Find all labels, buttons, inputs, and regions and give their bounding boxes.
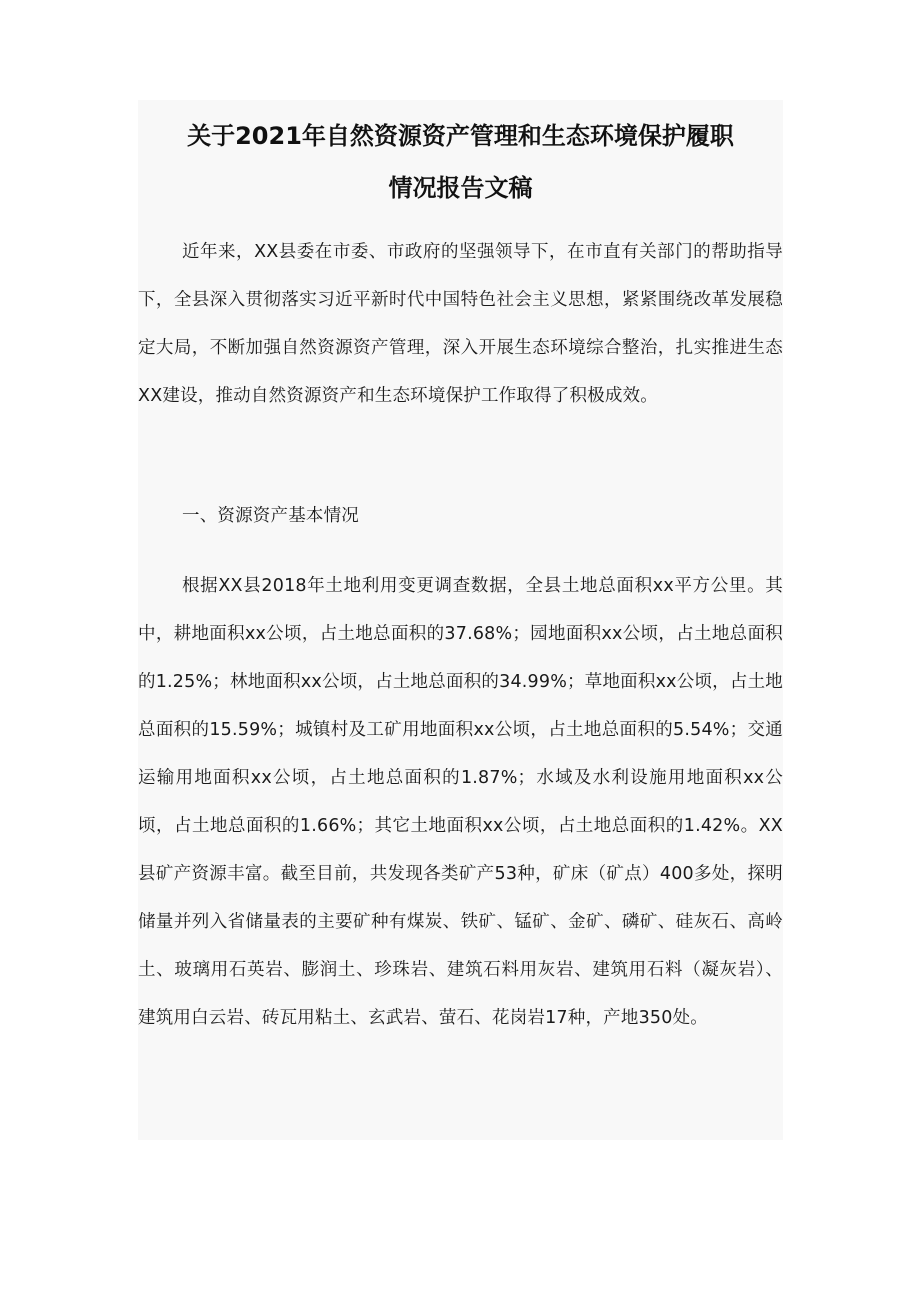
intro-paragraph: 近年来，XX县委在市委、市政府的坚强领导下，在市直有关部门的帮助指导下，全县深入贯彻落实习近平新时代中国特色社会主义思想，紧紧围绕改革发展稳定大局，不断加强自然资源资产管理，深入开展生态环境综合整治，扎实推进生态XX建设，推动自然资源资产和生态环境保护工作取得了积极成效。 xyxy=(138,242,783,406)
document-page xyxy=(138,100,783,1140)
title-line-1: 关于2021年自然资源资产管理和生态环境保护履职 xyxy=(187,122,734,150)
title-line-2: 情况报告文稿 xyxy=(388,174,533,202)
document-title xyxy=(138,110,783,214)
section-heading: 一、资源资产基本情况 xyxy=(182,506,359,526)
section-body-paragraph: 根据XX县2018年土地利用变更调查数据，全县土地总面积xx平方公里。其中，耕地面积xx公顷，占土地总面积的37.68%；园地面积xx公顷，占土地总面积的1.25%；林地面积xx公顷，占土地总面积的34.99%；草地面积xx公顷，占土地总面积的15.59%；城镇村及工矿用地面积xx公顷，占土地总面积的5.54%；交通运输用地面积xx公顷，占土地总面积的1.87%；水域及水利设施用地面积xx公顷，占土地总面积的1.66%；其它土地面积xx公顷，占土地总面积的1.42%。XX县矿产资源丰富。截至目前，共发现各类矿产53种，矿床（矿点）400多处，探明储量并列入省储量表的主要矿种有煤炭、铁矿、锰矿、金矿、磷矿、硅灰石、高岭土、玻璃用石英岩、膨润土、珍珠岩、建筑石料用灰岩、建筑用石料（凝灰岩）、建筑用白云岩、砖瓦用粘土、玄武岩、萤石、花岗岩17种，产地350处。 xyxy=(138,576,783,1028)
